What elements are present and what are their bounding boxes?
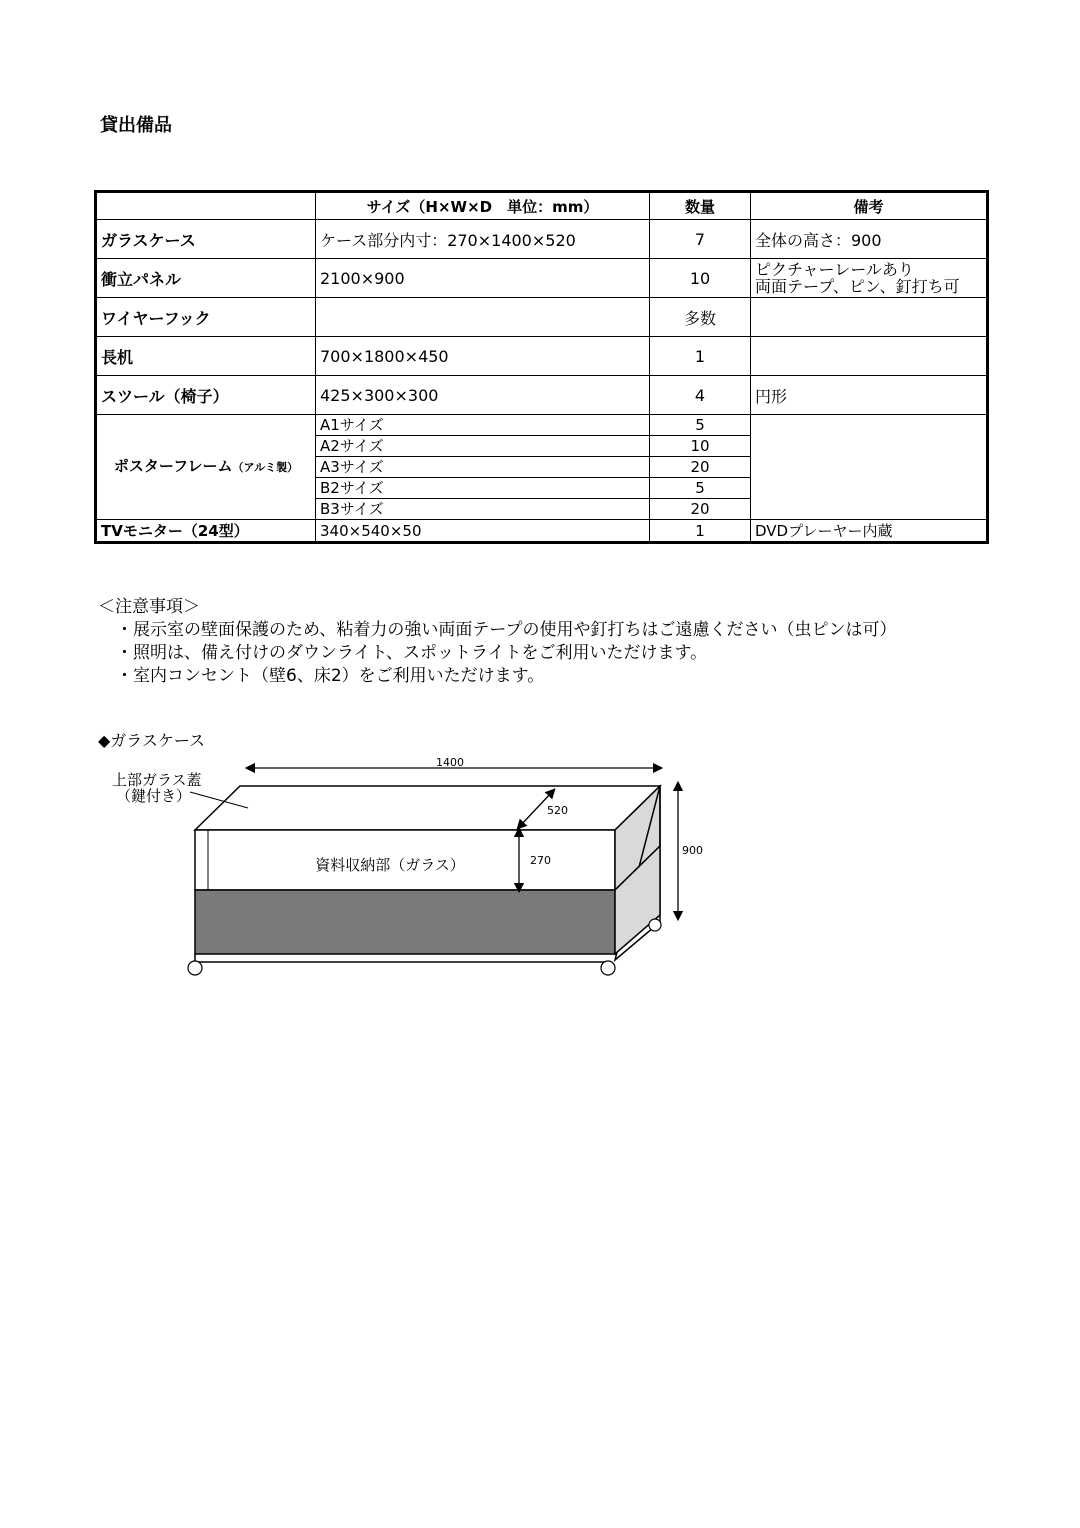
dim-total-height-label: 900	[682, 844, 703, 857]
item-qty: 20	[650, 499, 751, 520]
table-row	[96, 220, 988, 259]
item-note: 全体の高さ：900	[751, 220, 988, 259]
item-qty: 1	[650, 337, 751, 376]
table-row	[96, 337, 988, 376]
item-name: 衝立パネル	[96, 259, 316, 298]
item-size: 700×1800×450	[316, 337, 650, 376]
storage-label: 資料収納部（ガラス）	[315, 856, 465, 874]
item-size: B2サイズ	[316, 478, 650, 499]
page-title: 貸出備品	[100, 115, 172, 136]
item-size: ケース部分内寸：270×1400×520	[316, 220, 650, 259]
item-size	[316, 298, 650, 337]
header-size: サイズ（H×W×D 単位：mm）	[316, 192, 650, 220]
poster-frame-material: （アルミ製）	[232, 461, 299, 474]
header-name	[96, 192, 316, 220]
item-qty: 10	[650, 259, 751, 298]
header-note: 備考	[751, 192, 988, 220]
notes-heading: ＜注意事項＞	[98, 597, 200, 617]
table-row	[96, 259, 988, 298]
table-header-row	[96, 192, 988, 220]
dim-width-label: 1400	[436, 756, 464, 769]
item-qty: 5	[650, 415, 751, 436]
item-qty: 7	[650, 220, 751, 259]
header-qty: 数量	[650, 192, 751, 220]
item-size: B3サイズ	[316, 499, 650, 520]
item-size: A3サイズ	[316, 457, 650, 478]
item-size: 340×540×50	[316, 520, 650, 543]
item-qty: 多数	[650, 298, 751, 337]
item-note	[751, 415, 988, 520]
poster-frame-name	[96, 415, 316, 520]
item-size: A2サイズ	[316, 436, 650, 457]
notes-section	[98, 596, 896, 688]
lid-label-line2: （鍵付き）	[116, 787, 192, 805]
notes-item: ・室内コンセント（壁6、床2）をご利用いただけます。	[116, 666, 545, 686]
item-name: TVモニター（24型）	[96, 520, 316, 543]
lid-label-line1: 上部ガラス蓋	[112, 771, 202, 789]
item-qty: 20	[650, 457, 751, 478]
item-note-line: 両面テープ、ピン、釘打ち可	[755, 277, 960, 296]
dim-case-height-label: 270	[530, 854, 551, 867]
item-note: 円形	[751, 376, 988, 415]
item-note-line: ピクチャーレールあり	[755, 260, 914, 279]
diagram-title: ◆ガラスケース	[98, 731, 206, 750]
equipment-table	[94, 190, 989, 544]
case-wheel	[649, 919, 661, 931]
notes-item: ・照明は、備え付けのダウンライト、スポットライトをご利用いただけます。	[116, 643, 708, 663]
poster-frame-label: ポスターフレーム	[113, 457, 233, 475]
item-note	[751, 298, 988, 337]
table-row	[96, 415, 988, 436]
item-size: 425×300×300	[316, 376, 650, 415]
item-size: 2100×900	[316, 259, 650, 298]
item-size: A1サイズ	[316, 415, 650, 436]
item-qty: 10	[650, 436, 751, 457]
item-qty: 5	[650, 478, 751, 499]
item-name: 長机	[96, 337, 316, 376]
case-wheel	[188, 961, 202, 975]
table-row	[96, 298, 988, 337]
item-name: スツール（椅子）	[96, 376, 316, 415]
dim-depth-label: 520	[547, 804, 568, 817]
item-name: ガラスケース	[96, 220, 316, 259]
case-base-front	[195, 890, 615, 954]
item-note	[751, 337, 988, 376]
notes-item: ・展示室の壁面保護のため、粘着力の強い両面テープの使用や釘打ちはご遠慮ください（虫ピンは可）	[116, 620, 897, 640]
case-wheel	[601, 961, 615, 975]
table-row	[96, 376, 988, 415]
item-note: DVDプレーヤー内蔵	[751, 520, 988, 543]
item-qty: 1	[650, 520, 751, 543]
case-lid	[195, 786, 660, 830]
item-name: ワイヤーフック	[96, 298, 316, 337]
table-row	[96, 520, 988, 543]
item-note	[751, 259, 988, 298]
item-qty: 4	[650, 376, 751, 415]
glass-case-diagram	[100, 750, 720, 990]
